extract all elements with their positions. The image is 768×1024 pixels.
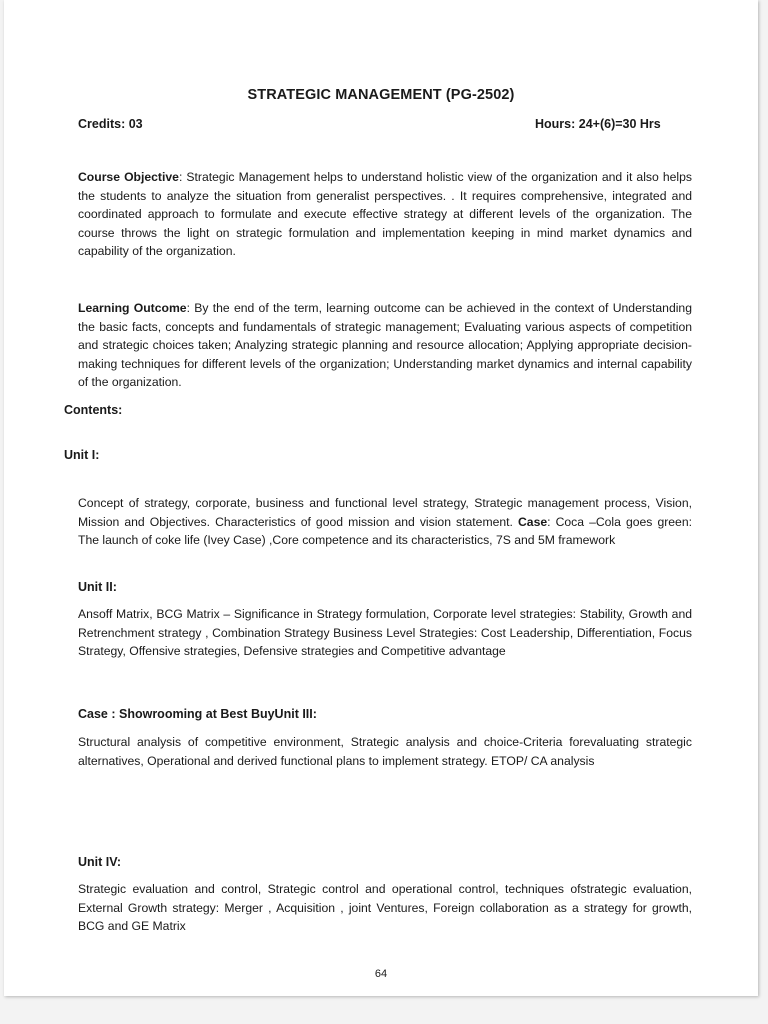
- credits-label: Credits: 03: [78, 117, 143, 131]
- unit-1-case-label: Case: [518, 514, 548, 529]
- unit-1-text-a: Concept of strategy, corporate, business and functional level strategy, Strategic management process, Vision, Mission and Objectives. Characteristics of good mission and vision statement.: [78, 496, 692, 529]
- unit-2-heading: Unit II:: [78, 580, 117, 594]
- unit-3-text: Structural analysis of competitive environment, Strategic analysis and choice-Criteria forevaluating strategic alternatives, Operational and derived functional plans to implement strategy. ETOP/ CA analysis: [78, 735, 692, 768]
- course-objective: [78, 168, 692, 261]
- hours-label: Hours: 24+(6)=30 Hrs: [535, 117, 661, 131]
- learning-outcome-label: Learning Outcome: [78, 301, 187, 315]
- unit-2-text: Ansoff Matrix, BCG Matrix – Significance in Strategy formulation, Corporate level strategies: Stability, Growth and Retrenchment strategy , Combination Strategy Business Level Strategies: Cost Leadership, Differentiation, Focus Strategy, Offensive strategies, Defensive strategies and Competitive advantage: [78, 607, 692, 659]
- contents-heading: Contents:: [64, 403, 123, 417]
- course-objective-text: : Strategic Management helps to understand holistic view of the organization and it also helps the students to analyze the situation from generalist perspectives. . It requires comprehensive, integrated and coordinated approach to formulate and execute effective strategy at different levels of the organization. The course throws the light on strategic formulation and implementation keeping in mind market dynamics and capability of the organization.: [78, 170, 692, 259]
- unit-4-text: Strategic evaluation and control, Strategic control and operational control, techniques ofstrategic evaluation, External Growth strategy: Merger , Acquisition , joint Ventures, Foreign collaboration as a strategy for growth, BCG and GE Matrix: [78, 882, 692, 934]
- page-number: 64: [374, 968, 388, 980]
- course-objective-label: Course Objective: [78, 170, 179, 184]
- unit-1-text-b: : Coca –Cola goes green: The launch of coke life (Ivey Case) ,Core competence and its characteristics, 7S and 5M framework: [78, 514, 692, 548]
- unit-4-heading: Unit IV:: [78, 855, 122, 869]
- learning-outcome: [78, 299, 692, 392]
- document-page: [4, 0, 758, 996]
- unit-1-text: [78, 494, 692, 550]
- page-title: STRATEGIC MANAGEMENT (PG-2502): [247, 87, 515, 103]
- unit-1-heading: Unit I:: [64, 448, 100, 462]
- learning-outcome-text: : By the end of the term, learning outcome can be achieved in the context of Understanding the basic facts, concepts and fundamentals of strategic management; Evaluating various aspects of competition and strategic choices taken; Analyzing strategic planning and resource allocation; Applying appropriate decision-making techniques for different levels of the organization; Understanding market dynamics and internal capability of the organization.: [78, 301, 692, 390]
- unit-3-heading: Case : Showrooming at Best BuyUnit III:: [78, 707, 317, 721]
